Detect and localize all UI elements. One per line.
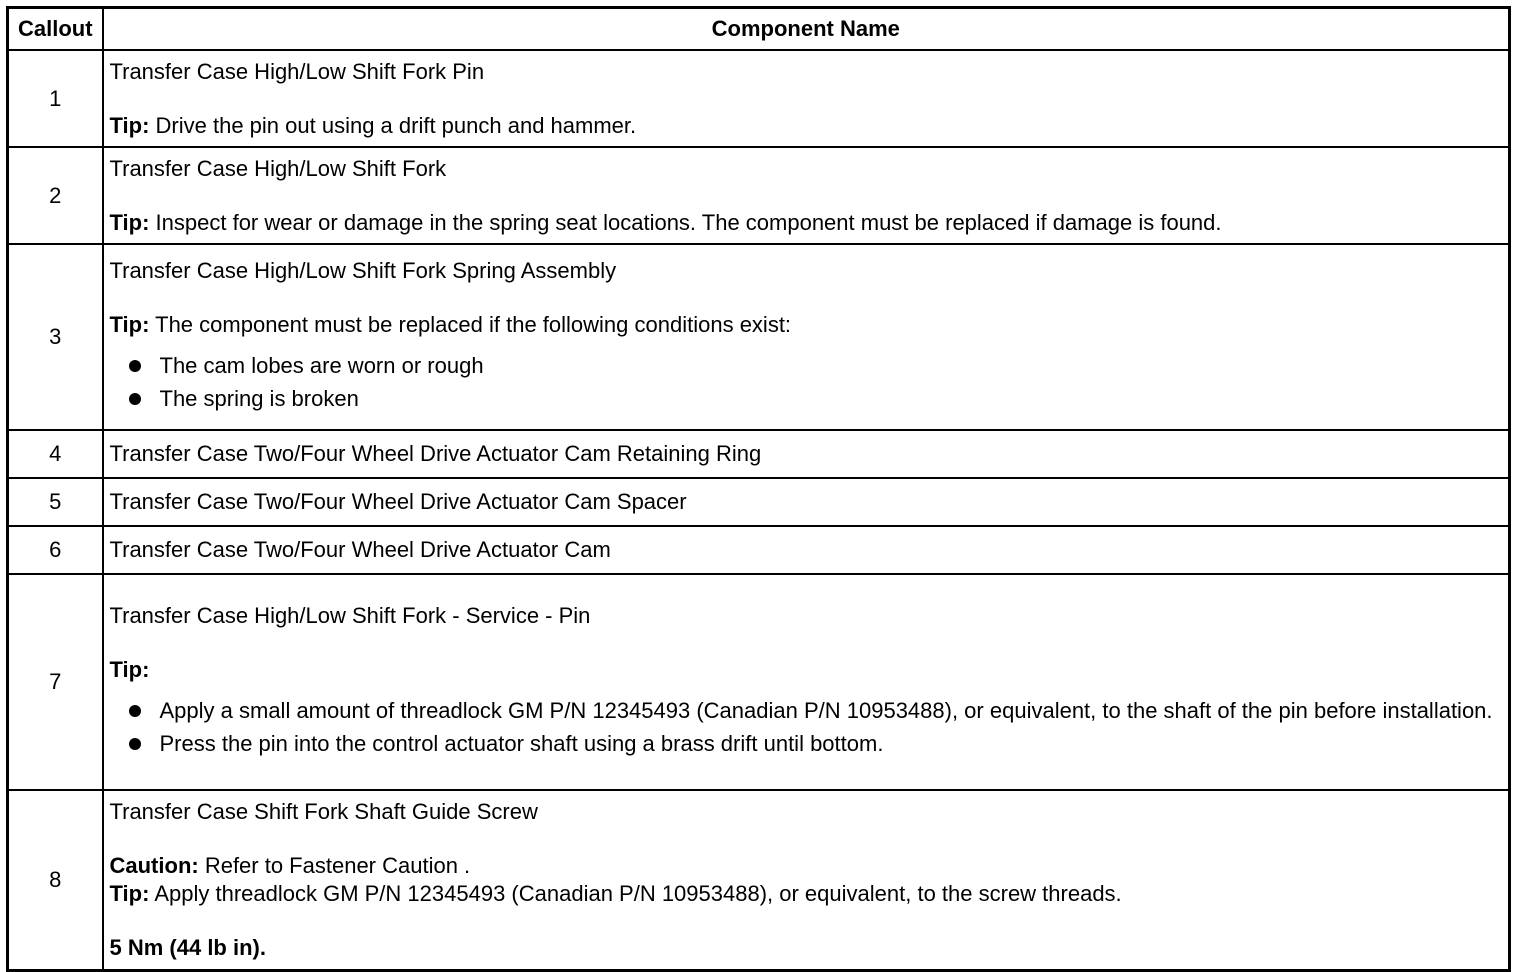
component-table [6, 6, 1511, 972]
tip-label: Tip: [109, 312, 150, 337]
table-row [8, 526, 1510, 574]
component-cell [103, 244, 1510, 430]
tip-line [110, 209, 1503, 237]
component-cell [103, 574, 1510, 790]
callout-number: 8 [8, 790, 103, 970]
table-row [8, 478, 1510, 526]
tip-text: Apply threadlock GM P/N 12345493 (Canadian P/N 10953488), or equivalent, to the screw threads. [149, 880, 1122, 906]
list-item [110, 384, 1503, 414]
component-name-column-header: Component Name [103, 8, 1510, 51]
component-name: Transfer Case Two/Four Wheel Drive Actuator Cam [103, 526, 1510, 574]
table-row [8, 147, 1510, 244]
list-item-text: Apply a small amount of threadlock GM P/N 12345493 (Canadian P/N 10953488), or equivalent, to the shaft of the pin before installation. [159, 698, 1493, 723]
torque-spec: 5 Nm (44 lb in). [109, 934, 266, 960]
bullet-icon [129, 738, 141, 750]
table-row [8, 430, 1510, 478]
tip-label: Tip: [109, 880, 150, 906]
component-name: Transfer Case High/Low Shift Fork [109, 155, 447, 181]
caution-label: Caution: [109, 852, 199, 878]
callout-number: 4 [8, 430, 103, 478]
tip-text: Inspect for wear or damage in the spring seat locations. The component must be replaced if damage is found. [149, 209, 1222, 235]
bullet-icon [129, 360, 141, 372]
tip-line [110, 656, 1503, 684]
callout-number: 5 [8, 478, 103, 526]
tip-text: Drive the pin out using a drift punch and hammer. [149, 112, 637, 138]
tip-line [110, 112, 1503, 140]
table-header-row [8, 8, 1510, 51]
list-item-text: The spring is broken [159, 386, 359, 411]
list-item [110, 729, 1503, 759]
tip-label: Tip: [109, 112, 150, 138]
callout-number: 7 [8, 574, 103, 790]
tip-line [110, 311, 1503, 339]
tip-label: Tip: [109, 657, 150, 682]
component-name: Transfer Case Two/Four Wheel Drive Actuator Cam Spacer [103, 478, 1510, 526]
bullet-icon [129, 705, 141, 717]
component-name: Transfer Case Shift Fork Shaft Guide Screw [109, 798, 538, 824]
list-item-text: The cam lobes are worn or rough [159, 353, 484, 378]
component-cell [103, 50, 1510, 147]
table-row [8, 790, 1510, 970]
component-name: Transfer Case Two/Four Wheel Drive Actuator Cam Retaining Ring [103, 430, 1510, 478]
table-row [8, 244, 1510, 430]
component-name: Transfer Case High/Low Shift Fork Spring Assembly [109, 258, 617, 283]
list-item-text: Press the pin into the control actuator shaft using a brass drift until bottom. [159, 731, 884, 756]
list-item [110, 696, 1503, 726]
callout-number: 2 [8, 147, 103, 244]
component-cell [103, 147, 1510, 244]
instruction-list [110, 696, 1503, 759]
condition-list [110, 351, 1503, 414]
callout-number: 3 [8, 244, 103, 430]
tip-text: The component must be replaced if the following conditions exist: [149, 312, 792, 337]
bullet-icon [129, 393, 141, 405]
component-cell [103, 790, 1510, 970]
list-item [110, 351, 1503, 381]
table-row [8, 574, 1510, 790]
tip-line [110, 880, 1503, 908]
tip-label: Tip: [109, 209, 150, 235]
callout-number: 1 [8, 50, 103, 147]
callout-column-header: Callout [8, 8, 103, 51]
caution-text: Refer to Fastener Caution . [198, 852, 471, 878]
component-name: Transfer Case High/Low Shift Fork Pin [109, 58, 485, 84]
caution-line [110, 852, 1503, 880]
table-row [8, 50, 1510, 147]
component-name: Transfer Case High/Low Shift Fork - Service - Pin [109, 603, 591, 628]
callout-number: 6 [8, 526, 103, 574]
